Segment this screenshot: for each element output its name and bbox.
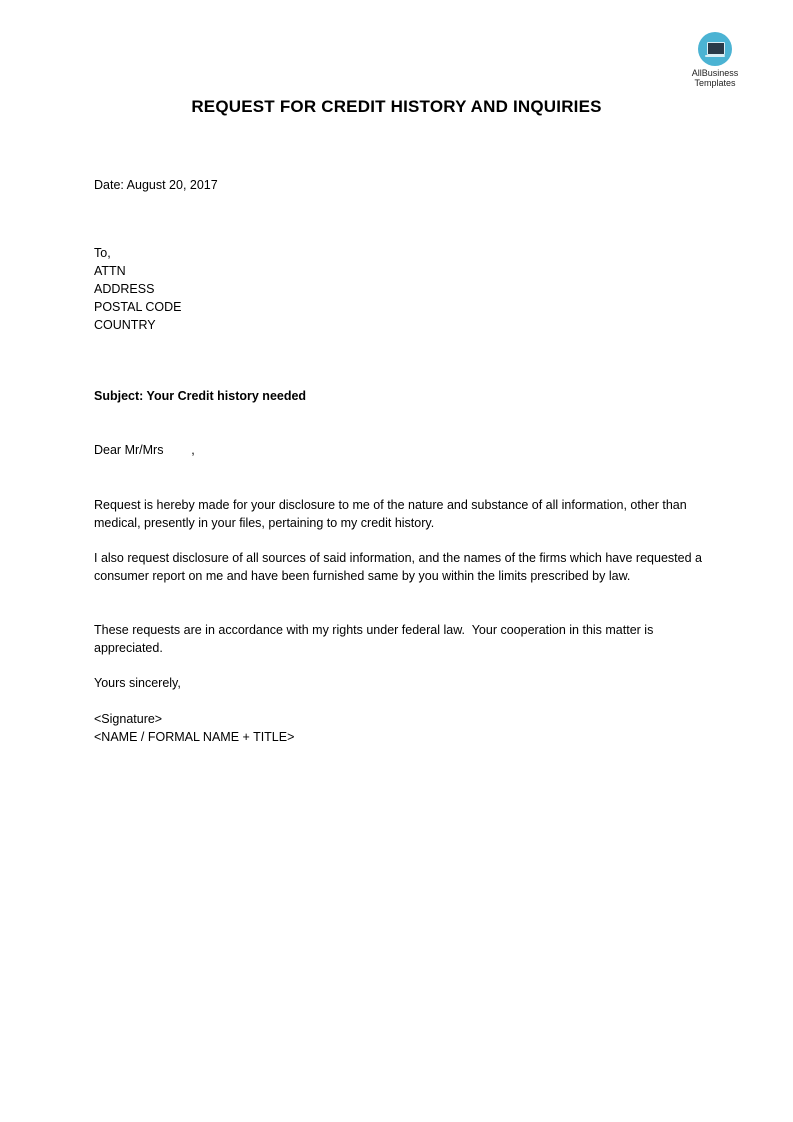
- body-paragraph-2: I also request disclosure of all sources of said information, and the names of the firms which have requested a consumer report on me and have been furnished same by you within the limits prescribed by law.: [94, 551, 702, 583]
- letter-closing: Yours sincerely,: [94, 676, 181, 690]
- brand-name: [680, 68, 750, 88]
- recipient-address: ADDRESS: [94, 282, 155, 296]
- recipient-attn: ATTN: [94, 264, 126, 278]
- body-paragraph-1: Request is hereby made for your disclosure to me of the nature and substance of all information, other than medical, presently in your files, pertaining to my credit history.: [94, 498, 687, 530]
- recipient-to: To,: [94, 246, 111, 260]
- brand-name-line2: Templates: [694, 78, 736, 88]
- laptop-icon: [698, 32, 732, 66]
- signature-placeholder: <Signature>: [94, 712, 163, 726]
- letter-date: Date: August 20, 2017: [94, 178, 218, 192]
- brand-name-line1: AllBusiness: [691, 68, 739, 78]
- letter-salutation: Dear Mr/Mrs ,: [94, 443, 195, 457]
- body-paragraph-3: These requests are in accordance with my rights under federal law. Your cooperation in this matter is appreciated.: [94, 623, 657, 655]
- name-title-placeholder: <NAME / FORMAL NAME + TITLE>: [94, 730, 295, 744]
- brand-logo: [680, 32, 750, 88]
- recipient-postal-code: POSTAL CODE: [94, 300, 182, 314]
- recipient-country: COUNTRY: [94, 318, 156, 332]
- letter-subject: Subject: Your Credit history needed: [94, 389, 307, 403]
- document-title: REQUEST FOR CREDIT HISTORY AND INQUIRIES: [191, 97, 602, 116]
